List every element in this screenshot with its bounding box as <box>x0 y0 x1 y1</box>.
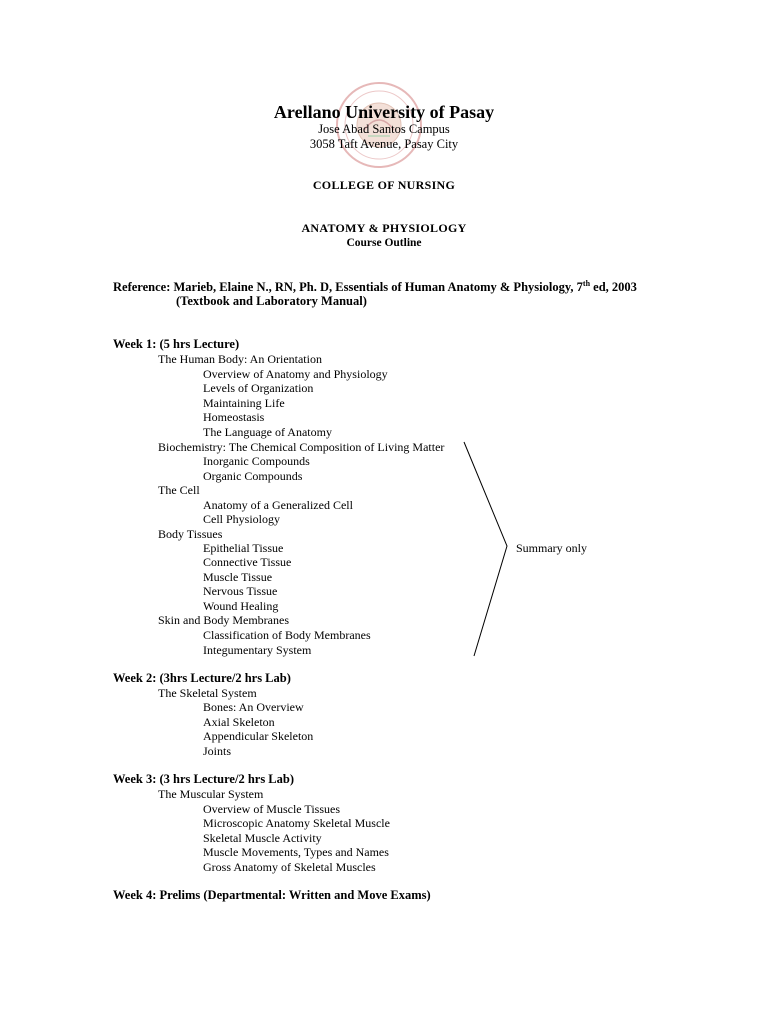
week-3-item: Skeletal Muscle Activity <box>203 831 322 845</box>
campus-name: Jose Abad Santos Campus <box>318 122 450 136</box>
week-2-item: Bones: An Overview <box>203 700 304 714</box>
college-name: COLLEGE OF NURSING <box>312 178 456 192</box>
week-1-item: Integumentary System <box>203 643 312 657</box>
week-3-item: Overview of Muscle Tissues <box>203 802 340 816</box>
reference-sup: th <box>582 279 591 288</box>
summary-annotation: Summary only <box>516 541 587 555</box>
week-1-topic: Skin and Body Membranes <box>158 613 289 627</box>
week-3-item: Muscle Movements, Types and Names <box>203 845 389 859</box>
reference-suffix: ed, 2003 <box>590 280 637 295</box>
week-3-item: Gross Anatomy of Skeletal Muscles <box>203 860 376 874</box>
university-name: Arellano University of Pasay <box>273 102 495 122</box>
campus-address: 3058 Taft Avenue, Pasay City <box>309 137 459 151</box>
week-2-item: Joints <box>203 744 232 758</box>
week-1-item: The Language of Anatomy <box>203 425 332 439</box>
week-1-topic: The Cell <box>158 483 200 497</box>
week-1-topic: The Human Body: An Orientation <box>158 352 322 366</box>
week-2-item: Appendicular Skeleton <box>203 729 314 743</box>
week-1-label: Week 1: (5 hrs Lecture) <box>113 337 240 351</box>
week-1-topic: Biochemistry: The Chemical Composition of Living Matter <box>158 440 445 454</box>
week-3-item: Microscopic Anatomy Skeletal Muscle <box>203 816 390 830</box>
week-1-item: Maintaining Life <box>203 396 285 410</box>
reference-line <box>113 279 637 295</box>
week-2-label: Week 2: (3hrs Lecture/2 hrs Lab) <box>113 671 291 685</box>
week-1-item: Inorganic Compounds <box>203 454 310 468</box>
week-1-item: Nervous Tissue <box>203 584 278 598</box>
week-1-item: Connective Tissue <box>203 555 292 569</box>
week-3-label: Week 3: (3 hrs Lecture/2 hrs Lab) <box>113 772 295 786</box>
week-1-item: Homeostasis <box>203 410 265 424</box>
week-1-item: Overview of Anatomy and Physiology <box>203 367 388 381</box>
week-1-item: Muscle Tissue <box>203 570 273 584</box>
course-title: ANATOMY & PHYSIOLOGY <box>301 221 467 235</box>
week-2-item: Axial Skeleton <box>203 715 275 729</box>
week-4-label: Week 4: Prelims (Departmental: Written and Move Exams) <box>113 888 431 902</box>
week-1-item: Anatomy of a Generalized Cell <box>203 498 353 512</box>
reference-line-2: (Textbook and Laboratory Manual) <box>176 294 367 308</box>
week-1-topic: Body Tissues <box>158 527 223 541</box>
week-1-item: Levels of Organization <box>203 381 314 395</box>
week-1-item: Cell Physiology <box>203 512 281 526</box>
week-1-item: Wound Healing <box>203 599 279 613</box>
week-2-topic: The Skeletal System <box>158 686 257 700</box>
week-1-item: Classification of Body Membranes <box>203 628 371 642</box>
week-1-item: Organic Compounds <box>203 469 303 483</box>
course-subtitle: Course Outline <box>346 237 422 249</box>
week-3-topic: The Muscular System <box>158 787 264 801</box>
reference-prefix: Reference: Marieb, Elaine N., RN, Ph. D, Essentials of Human Anatomy & Physiology, 7 <box>113 280 583 295</box>
summary-brace <box>460 440 520 660</box>
week-1-item: Epithelial Tissue <box>203 541 284 555</box>
